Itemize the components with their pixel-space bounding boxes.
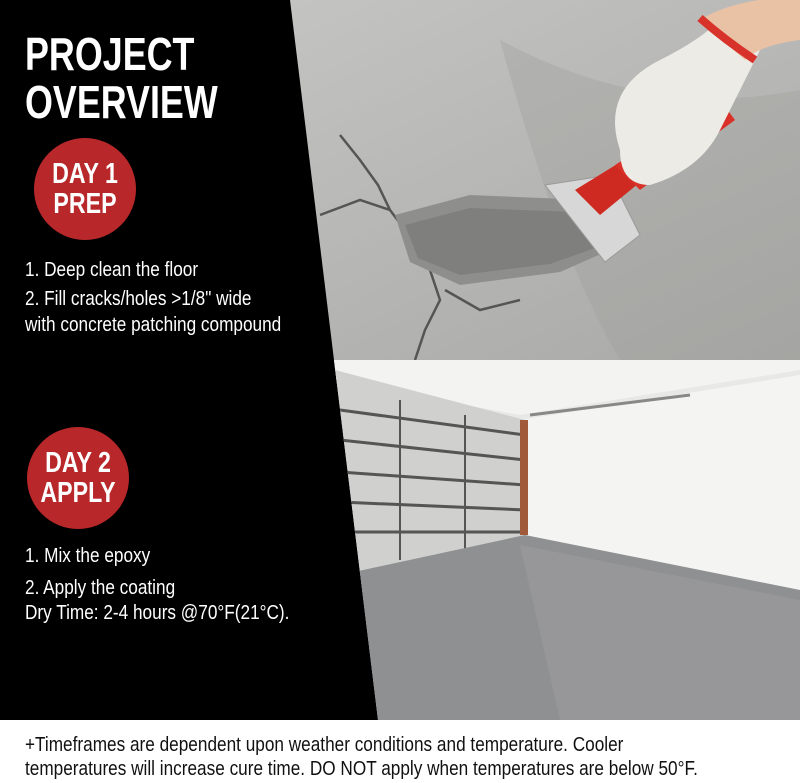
footer-line-1: +Timeframes are dependent upon weather conditions and temperature. Cooler [25, 734, 624, 756]
day1-step: with concrete patching compound [25, 314, 282, 336]
day1-badge-day: DAY 1 [52, 158, 118, 190]
day2-step: 2. Apply the coating [25, 577, 176, 599]
footer-line-2: temperatures will increase cure time. DO NOT apply when temperatures are below 50°F. [25, 758, 698, 780]
title-line-1: PROJECT [25, 28, 195, 80]
day1-step: 2. Fill cracks/holes >1/8" wide [25, 288, 252, 310]
day2-step: 1. Mix the epoxy [25, 545, 151, 567]
day2-badge-label: APPLY [40, 477, 116, 509]
title-line-2: OVERVIEW [25, 76, 218, 128]
day2-step: Dry Time: 2-4 hours @70°F(21°C). [25, 602, 290, 624]
page-title [25, 30, 218, 126]
day1-step: 1. Deep clean the floor [25, 259, 199, 281]
disclaimer-footer [25, 733, 698, 781]
day1-badge [34, 138, 136, 240]
day2-badge [27, 427, 129, 529]
day2-steps [25, 542, 289, 628]
day2-badge-day: DAY 2 [45, 447, 111, 479]
day1-badge-label: PREP [53, 188, 117, 220]
day1-steps [25, 256, 281, 340]
